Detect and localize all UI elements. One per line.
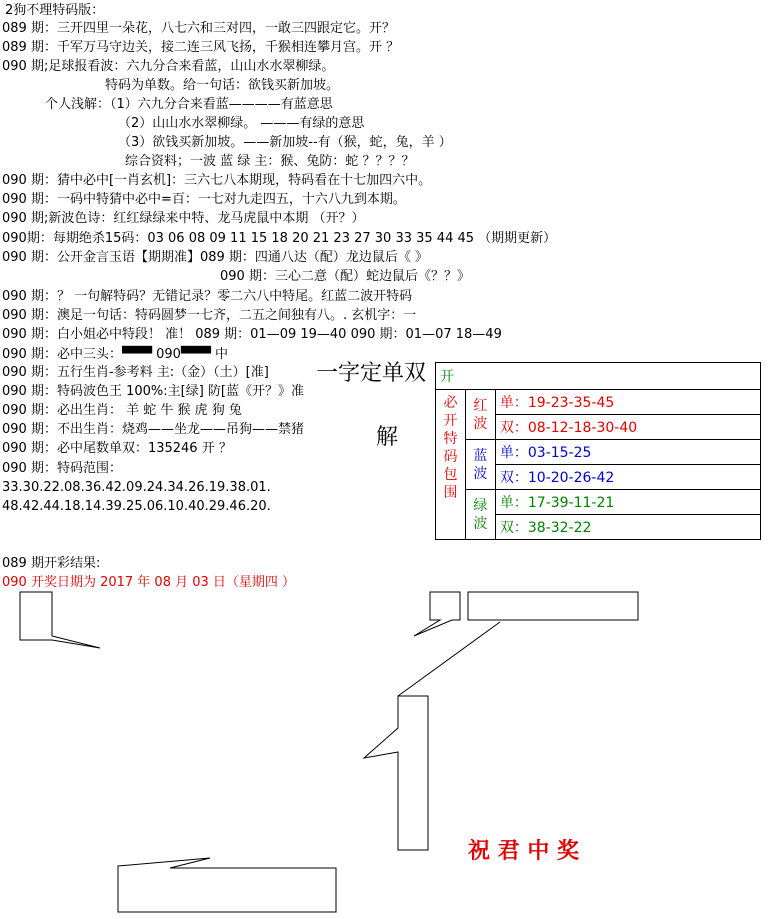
group-green-name: 绿波 xyxy=(473,497,488,532)
text-line: 089 期开彩结果: xyxy=(2,556,101,571)
text-line: 090 期：五行生肖-参考料 主:（金）（土）[准] xyxy=(2,365,269,380)
text-line: 个人浅解：（1）六九分合来看蓝————有蓝意思 xyxy=(45,97,333,112)
text-line: 089 期：千军万马守边关，接二连三风飞扬，千猴相连攀月宫。开 ？ xyxy=(2,40,400,55)
callout-bubble xyxy=(20,592,100,648)
table-row: 双：10-20-26-42 xyxy=(495,465,760,490)
table-row: 双：38-32-22 xyxy=(495,515,760,540)
callout-bubble xyxy=(118,858,336,912)
text-line: 090 期：必出生肖： 羊 蛇 牛 猴 虎 狗 兔 xyxy=(2,403,242,418)
text-line: （2）山山水水翠柳绿。 ———有绿的意思 xyxy=(118,116,365,131)
text-line: （3）欲钱买新加坡。——新加坡--有（猴，蛇，兔，羊 ） xyxy=(118,135,452,150)
side-label-text: 必开特码包围 xyxy=(443,395,458,501)
dsd-title: 一字定单双 xyxy=(316,361,427,386)
text-line: 090 期：猜中必中[一肖玄机]：三六七八本期现，特码看在十七加四六中。 xyxy=(2,173,432,188)
congrats-text: 祝 君 中 奖 xyxy=(468,838,579,864)
group-blue-name: 蓝波 xyxy=(473,447,488,482)
text-line: 090 期：必中尾数单双：135246 开 ？ xyxy=(2,441,232,456)
text-line: 090 期：白小姐必中特段！ 准！ 089 期：01—09 19—40 090 期：01—07 18—49 xyxy=(2,327,502,342)
dsd-answer: 解 xyxy=(376,425,399,450)
text-line: 特码为单数。给一句话：欲钱买新加坡。 xyxy=(105,78,340,93)
table-row: 双：08-12-18-30-40 xyxy=(495,415,760,440)
table-row: 单：17-39-11-21 xyxy=(495,490,760,515)
group-red-name: 红波 xyxy=(473,397,488,432)
text-line: 090 期：必中三头：▀▀▀ 090▀▀▀ 中 xyxy=(2,347,229,362)
text-line: 090 期：不出生肖：烧鸡——坐龙——吊狗——禁猪 xyxy=(2,422,304,437)
callout-pointer xyxy=(398,622,500,696)
callout-bubble xyxy=(414,592,460,636)
text-line: 2狗不理特码版： xyxy=(5,3,105,18)
text-line: 090 期：特码范围： xyxy=(2,461,122,476)
text-line: 090 期：澳足一句话：特码圆梦一七齐，二五之间独有八。. 玄机字：一 xyxy=(2,308,417,323)
text-line: 089 期：三开四里一朵花，八七六和三对四，一敢三四跟定它。开？ xyxy=(2,21,395,36)
table-row: 单：19-23-35-45 xyxy=(495,390,760,415)
text-line: 090 期：三心二意（配）蛇边鼠后《？？》 xyxy=(220,269,470,284)
text-line: 090 期;新波色诗：红红绿绿来中特、龙马虎鼠中本期 （开？） xyxy=(2,211,365,226)
text-line: 33.30.22.08.36.42.09.24.34.26.19.38.01. xyxy=(2,480,271,495)
table-row: 单：03-15-25 xyxy=(495,440,760,465)
text-line: 综合资料；一波 蓝 绿 主：猴、兔防：蛇 ？？？？ xyxy=(125,154,415,169)
text-line: 090 期：？ 一句解特码？无错记录？零二六八中特尾。红蓝二波开特码 xyxy=(2,289,413,304)
text-line: 090 期：公开金言玉语【期期准】089 期：四通八达（配）龙边鼠后《 》 xyxy=(2,250,429,265)
callout-bubble xyxy=(364,696,428,850)
table-head: 开 xyxy=(436,363,761,390)
text-line: 090期：每期绝杀15码：03 06 08 09 11 15 18 20 21 23 27 30 33 35 44 45 （期期更新） xyxy=(2,231,557,246)
text-line: 090 期;足球报看波：六九分合来看蓝，山山水水翠柳绿。 xyxy=(2,59,335,74)
text-line: 48.42.44.18.14.39.25.06.10.40.29.46.20. xyxy=(2,499,271,514)
text-line: 090 期：特码波色王 100%:主[绿] 防[蓝《开？》准 xyxy=(2,384,304,399)
draw-date: 090 开奖日期为 2017 年 08 月 03 日（星期四 ） xyxy=(2,575,296,590)
callout-box xyxy=(468,592,638,620)
text-line: 090 期：一码中特猜中必中=百：一七对九走四五，十六八九到本期。 xyxy=(2,192,406,207)
